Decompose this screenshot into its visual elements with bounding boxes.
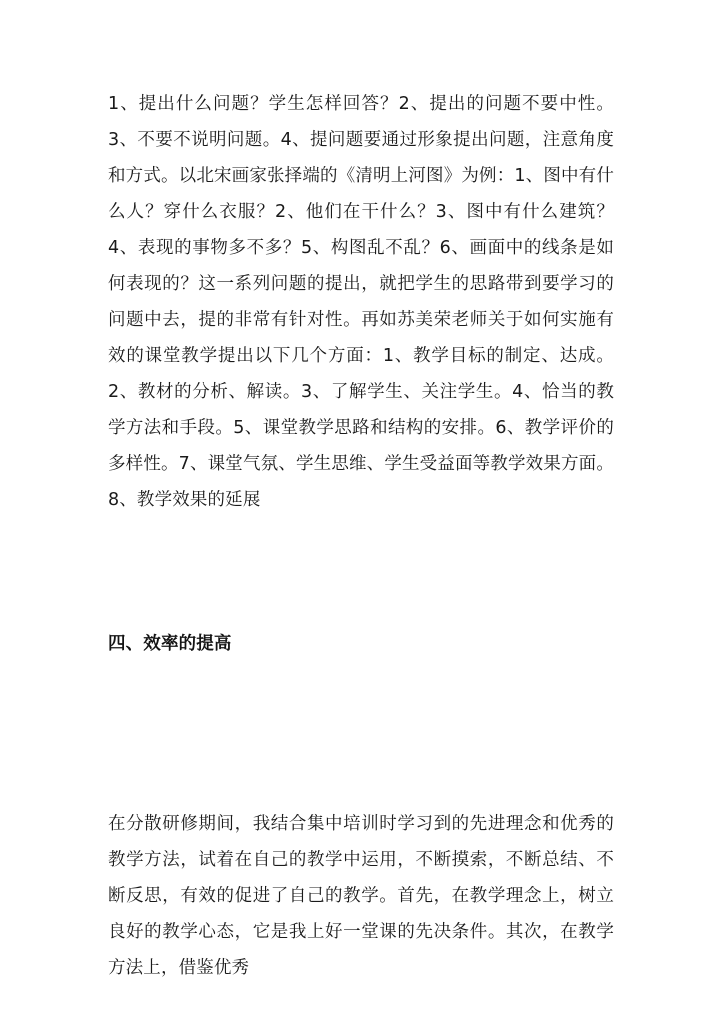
paragraph-gap-lower: [108, 662, 614, 806]
section-heading-efficiency: 四、效率的提高: [108, 634, 232, 654]
paragraph-gap-upper: [108, 518, 614, 626]
document-content: [108, 86, 614, 986]
paragraph-efficiency-body: 在分散研修期间，我结合集中培训时学习到的先进理念和优秀的教学方法，试着在自己的教学中运用，不断摸索，不断总结、不断反思，有效的促进了自己的教学。首先，在教学理念上，树立良好的教学心态，它是我上好一堂课的先决条件。其次，在教学方法上，借鉴优秀: [108, 814, 614, 978]
paragraph-teaching-questions: 1、提出什么问题？学生怎样回答？2、提出的问题不要中性。3、不要不说明问题。4、提问题要通过形象提出问题，注意角度和方式。以北宋画家张择端的《清明上河图》为例：1、图中有什么人？穿什么衣服？2、他们在干什么？3、图中有什么建筑？4、表现的事物多不多？5、构图乱不乱？6、画面中的线条是如何表现的？这一系列问题的提出，就把学生的思路带到要学习的问题中去，提的非常有针对性。再如苏美荣老师关于如何实施有效的课堂教学提出以下几个方面：1、教学目标的制定、达成。2、教材的分析、解读。3、了解学生、关注学生。4、恰当的教学方法和手段。5、课堂教学思路和结构的安排。6、教学评价的多样性。7、课堂气氛、学生思维、学生受益面等教学效果方面。8、教学效果的延展: [108, 94, 614, 510]
